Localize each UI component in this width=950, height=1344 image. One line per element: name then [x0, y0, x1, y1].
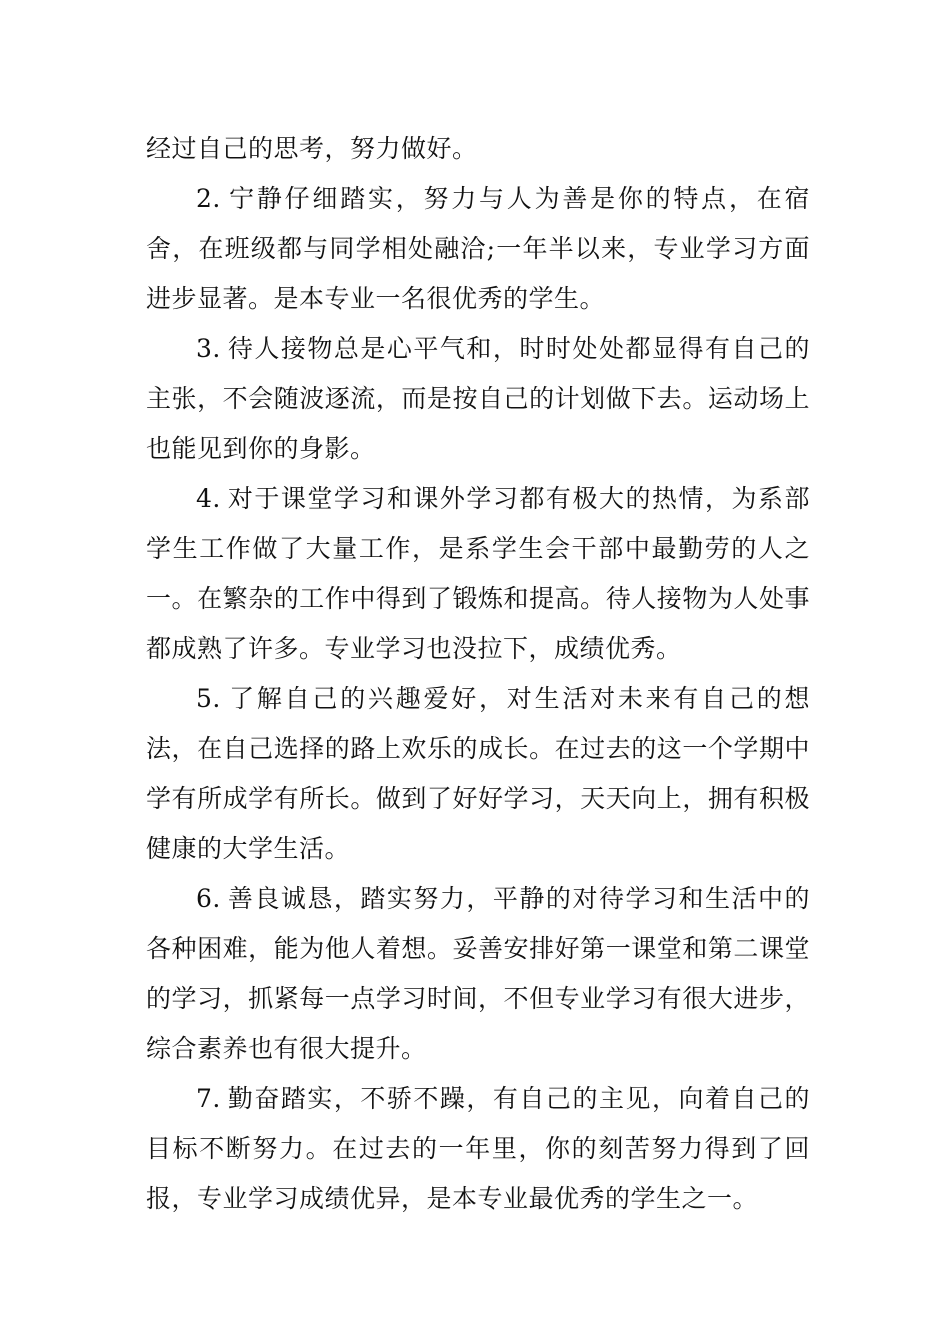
paragraph-number: 5.: [196, 684, 221, 713]
paragraph-text: 待人接物总是心平气和，时时处处都显得有自己的主张，不会随波逐流，而是按自己的计划做下去。运动场上也能见到你的身影。: [146, 334, 810, 463]
paragraph-text: 对于课堂学习和课外学习都有极大的热情，为系部学生工作做了大量工作，是系学生会干部中最勤劳的人之一。在繁杂的工作中得到了锻炼和提高。待人接物为人处事都成熟了许多。专业学习也没拉下，成绩优秀。: [146, 484, 810, 663]
paragraph-text: 善良诚恳，踏实努力，平静的对待学习和生活中的各种困难，能为他人着想。妥善安排好第一课堂和第二课堂的学习，抓紧每一点学习时间，不但专业学习有很大进步，综合素养也有很大提升。: [146, 884, 810, 1063]
paragraph-number: 4.: [196, 484, 221, 513]
paragraph-text: 了解自己的兴趣爱好，对生活对未来有自己的想法，在自己选择的路上欢乐的成长。在过去的这一个学期中学有所成学有所长。做到了好好学习，天天向上，拥有积极健康的大学生活。: [146, 684, 810, 863]
paragraph-number: 6.: [196, 884, 221, 913]
paragraph-5: [146, 674, 810, 874]
paragraph-number: 7.: [196, 1084, 221, 1113]
paragraph-7: [146, 1074, 810, 1224]
paragraph-text: 勤奋踏实，不骄不躁，有自己的主见，向着自己的目标不断努力。在过去的一年里，你的刻苦努力得到了回报，专业学习成绩优异，是本专业最优秀的学生之一。: [146, 1084, 810, 1213]
paragraph-text: 经过自己的思考，努力做好。: [146, 134, 478, 163]
paragraph-1: [146, 124, 810, 174]
paragraph-2: [146, 174, 810, 324]
paragraph-number: 3.: [196, 334, 221, 363]
paragraph-number: 2.: [196, 184, 221, 213]
document-body: [146, 124, 810, 1224]
paragraph-6: [146, 874, 810, 1074]
paragraph-3: [146, 324, 810, 474]
paragraph-4: [146, 474, 810, 674]
paragraph-text: 宁静仔细踏实，努力与人为善是你的特点，在宿舍，在班级都与同学相处融洽;一年半以来，专业学习方面进步显著。是本专业一名很优秀的学生。: [146, 184, 810, 313]
